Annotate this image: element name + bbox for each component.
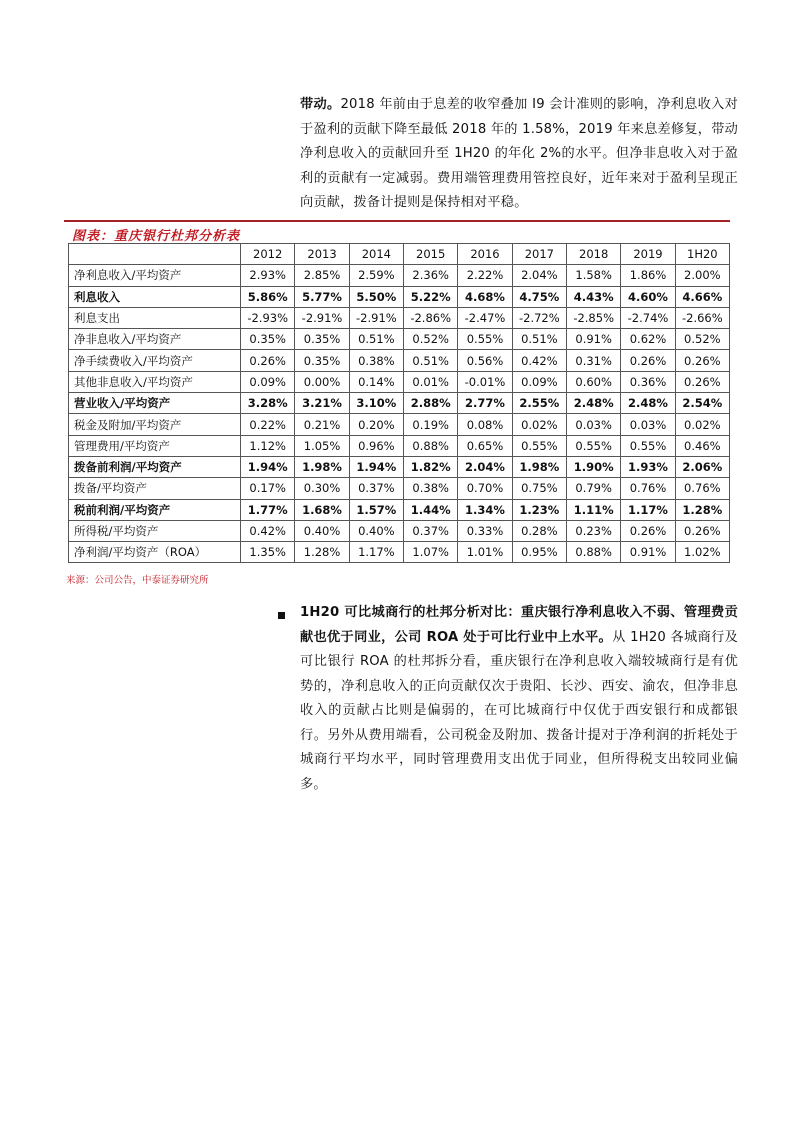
table-cell: 0.20%	[349, 414, 403, 435]
table-cell: 2.77%	[458, 393, 512, 414]
table-cell: 0.65%	[458, 435, 512, 456]
table-row	[69, 478, 730, 499]
table-cell: 1.01%	[458, 542, 512, 563]
table-cell: 1.28%	[295, 542, 349, 563]
table-cell: 0.26%	[675, 350, 729, 371]
table-cell: 0.95%	[512, 542, 566, 563]
table-cell: 0.08%	[458, 414, 512, 435]
row-label: 所得税/平均资产	[69, 520, 241, 541]
dupont-table	[68, 243, 730, 563]
table-cell: 0.35%	[295, 329, 349, 350]
table-cell: 1.86%	[621, 265, 675, 286]
figure-source: 来源：公司公告，中泰证券研究所	[66, 575, 209, 586]
table-cell: 0.03%	[621, 414, 675, 435]
table-cell: 0.30%	[295, 478, 349, 499]
table-cell: 0.75%	[512, 478, 566, 499]
table-row	[69, 542, 730, 563]
table-cell: 1.77%	[241, 499, 295, 520]
table-cell: 1.05%	[295, 435, 349, 456]
row-label: 利息支出	[69, 307, 241, 328]
intro-text: 2018 年前由于息差的收窄叠加 I9 会计准则的影响，净利息收入对于盈利的贡献下降至最低 2018 年的 1.58%，2019 年来息差修复，带动净利息收入的贡献回升至 1H20 的年化 2%的水平。但净非息收入对于盈利的贡献有一定减弱。费用端管理费用管控良好，近年来对于盈利呈现正向贡献，拨备计提则是保持相对平稳。	[300, 97, 739, 210]
table-cell: 0.55%	[458, 329, 512, 350]
table-cell: 0.26%	[675, 371, 729, 392]
intro-lead: 带动。	[300, 97, 341, 112]
table-cell: 0.96%	[349, 435, 403, 456]
table-cell: 0.52%	[404, 329, 458, 350]
row-label: 其他非息收入/平均资产	[69, 371, 241, 392]
table-cell: 1.28%	[675, 499, 729, 520]
table-cell: 0.38%	[404, 478, 458, 499]
table-cell: 5.86%	[241, 286, 295, 307]
table-cell: 1.68%	[295, 499, 349, 520]
analysis-text: 从 1H20 各城商行及可比银行 ROA 的杜邦拆分看，重庆银行在净利息收入端较城商行是有优势的，净利息收入的正向贡献仅次于贵阳、长沙、西安、渝农，但净非息收入的贡献占比则是偏弱的，在可比城商行中仅优于西安银行和成都银行。另外从费用端看，公司税金及附加、拨备计提对于净利润的折耗处于城商行平均水平，同时管理费用支出优于同业，但所得税支出较同业偏多。	[300, 629, 739, 792]
table-cell: 4.66%	[675, 286, 729, 307]
table-cell: 0.02%	[512, 414, 566, 435]
table-cell: 0.91%	[621, 542, 675, 563]
table-cell: 5.50%	[349, 286, 403, 307]
table-cell: -2.91%	[349, 307, 403, 328]
header-cell: 2013	[295, 244, 349, 265]
table-row	[69, 499, 730, 520]
table-cell: 0.26%	[621, 350, 675, 371]
table-cell: -0.01%	[458, 371, 512, 392]
row-label: 拨备/平均资产	[69, 478, 241, 499]
table-cell: 1.94%	[241, 456, 295, 477]
header-cell: 2018	[567, 244, 621, 265]
figure-title: 图表：重庆银行杜邦分析表	[72, 229, 241, 244]
table-cell: 0.42%	[241, 520, 295, 541]
row-label: 管理费用/平均资产	[69, 435, 241, 456]
table-cell: 0.26%	[675, 520, 729, 541]
table-cell: 0.55%	[567, 435, 621, 456]
table-row	[69, 350, 730, 371]
analysis-lead: 1H20 可比城商行的杜邦分析对比：重庆银行净利息收入不弱、管理费贡献也优于同业，公司 ROA 处于可比行业中上水平。	[300, 605, 738, 645]
table-cell: 1.17%	[349, 542, 403, 563]
table-cell: 0.55%	[621, 435, 675, 456]
row-label: 拨备前利润/平均资产	[69, 456, 241, 477]
table-row	[69, 265, 730, 286]
table-cell: 1.94%	[349, 456, 403, 477]
table-cell: 2.85%	[295, 265, 349, 286]
header-cell: 1H20	[675, 244, 729, 265]
table-cell: 3.21%	[295, 393, 349, 414]
table-cell: 0.38%	[349, 350, 403, 371]
row-label: 税金及附加/平均资产	[69, 414, 241, 435]
table-cell: 2.00%	[675, 265, 729, 286]
table-cell: 0.26%	[241, 350, 295, 371]
table-cell: 1.02%	[675, 542, 729, 563]
table-cell: -2.72%	[512, 307, 566, 328]
table-cell: 0.70%	[458, 478, 512, 499]
table-cell: 2.04%	[458, 456, 512, 477]
table-cell: 0.09%	[241, 371, 295, 392]
table-cell: 0.26%	[621, 520, 675, 541]
header-cell: 2012	[241, 244, 295, 265]
table-row	[69, 329, 730, 350]
table-cell: 0.91%	[567, 329, 621, 350]
bullet-square-icon	[278, 612, 285, 619]
table-cell: 0.79%	[567, 478, 621, 499]
table-cell: -2.66%	[675, 307, 729, 328]
table-cell: 0.51%	[404, 350, 458, 371]
table-cell: 0.14%	[349, 371, 403, 392]
row-label: 净非息收入/平均资产	[69, 329, 241, 350]
table-cell: 0.52%	[675, 329, 729, 350]
row-label: 净利息收入/平均资产	[69, 265, 241, 286]
table-cell: 1.90%	[567, 456, 621, 477]
table-row	[69, 414, 730, 435]
table-cell: 0.76%	[675, 478, 729, 499]
table-header-row	[69, 244, 730, 265]
analysis-paragraph	[300, 601, 738, 797]
row-label: 税前利润/平均资产	[69, 499, 241, 520]
table-cell: 2.36%	[404, 265, 458, 286]
row-label: 净利润/平均资产（ROA）	[69, 542, 241, 563]
table-cell: 2.48%	[621, 393, 675, 414]
table-cell: 5.22%	[404, 286, 458, 307]
header-cell: 2019	[621, 244, 675, 265]
table-cell: 1.98%	[295, 456, 349, 477]
table-cell: -2.74%	[621, 307, 675, 328]
table-cell: 2.59%	[349, 265, 403, 286]
table-row	[69, 435, 730, 456]
figure-title-bar	[64, 220, 730, 244]
table-cell: 1.07%	[404, 542, 458, 563]
table-cell: -2.91%	[295, 307, 349, 328]
header-cell: 2014	[349, 244, 403, 265]
table-cell: 0.35%	[241, 329, 295, 350]
header-cell: 2016	[458, 244, 512, 265]
header-cell: 2017	[512, 244, 566, 265]
table-row	[69, 371, 730, 392]
table-cell: 0.51%	[349, 329, 403, 350]
table-cell: -2.47%	[458, 307, 512, 328]
table-cell: 1.34%	[458, 499, 512, 520]
table-cell: 0.21%	[295, 414, 349, 435]
table-cell: 0.36%	[621, 371, 675, 392]
table-cell: 2.54%	[675, 393, 729, 414]
table-cell: 0.37%	[404, 520, 458, 541]
table-row	[69, 393, 730, 414]
table-cell: 2.04%	[512, 265, 566, 286]
table-row	[69, 456, 730, 477]
table-cell: 0.88%	[404, 435, 458, 456]
table-cell: 0.56%	[458, 350, 512, 371]
table-cell: -2.85%	[567, 307, 621, 328]
table-cell: 0.37%	[349, 478, 403, 499]
table-cell: 1.11%	[567, 499, 621, 520]
table-cell: 1.82%	[404, 456, 458, 477]
table-cell: 0.51%	[512, 329, 566, 350]
table-row	[69, 286, 730, 307]
table-cell: 1.17%	[621, 499, 675, 520]
table-cell: 2.93%	[241, 265, 295, 286]
table-cell: 0.02%	[675, 414, 729, 435]
table-row	[69, 307, 730, 328]
table-cell: 0.19%	[404, 414, 458, 435]
table-cell: 0.28%	[512, 520, 566, 541]
table-cell: 0.40%	[349, 520, 403, 541]
table-cell: 0.40%	[295, 520, 349, 541]
table-row	[69, 520, 730, 541]
intro-paragraph	[300, 93, 738, 216]
table-cell: 2.06%	[675, 456, 729, 477]
table-cell: 4.60%	[621, 286, 675, 307]
table-cell: 4.68%	[458, 286, 512, 307]
table-cell: 5.77%	[295, 286, 349, 307]
table-cell: 0.22%	[241, 414, 295, 435]
table-cell: 2.55%	[512, 393, 566, 414]
table-cell: 3.10%	[349, 393, 403, 414]
table-cell: 0.17%	[241, 478, 295, 499]
table-cell: 1.12%	[241, 435, 295, 456]
table-cell: 1.44%	[404, 499, 458, 520]
table-cell: 0.76%	[621, 478, 675, 499]
table-cell: 0.09%	[512, 371, 566, 392]
table-cell: 1.98%	[512, 456, 566, 477]
table-cell: 0.31%	[567, 350, 621, 371]
table-cell: 0.03%	[567, 414, 621, 435]
row-label: 营业收入/平均资产	[69, 393, 241, 414]
header-cell: 2015	[404, 244, 458, 265]
table-cell: 0.01%	[404, 371, 458, 392]
table-cell: 0.88%	[567, 542, 621, 563]
table-cell: 0.33%	[458, 520, 512, 541]
table-cell: 0.60%	[567, 371, 621, 392]
table-cell: -2.86%	[404, 307, 458, 328]
table-cell: 1.93%	[621, 456, 675, 477]
table-cell: 3.28%	[241, 393, 295, 414]
table-cell: 0.35%	[295, 350, 349, 371]
table-cell: 0.00%	[295, 371, 349, 392]
table-cell: 4.75%	[512, 286, 566, 307]
table-cell: 1.23%	[512, 499, 566, 520]
table-cell: 1.35%	[241, 542, 295, 563]
table-cell: 0.55%	[512, 435, 566, 456]
table-cell: 4.43%	[567, 286, 621, 307]
row-label: 利息收入	[69, 286, 241, 307]
table-cell: 2.22%	[458, 265, 512, 286]
table-cell: -2.93%	[241, 307, 295, 328]
table-cell: 0.62%	[621, 329, 675, 350]
table-cell: 2.88%	[404, 393, 458, 414]
header-cell	[69, 244, 241, 265]
table-cell: 1.57%	[349, 499, 403, 520]
table-cell: 1.58%	[567, 265, 621, 286]
table-cell: 0.46%	[675, 435, 729, 456]
row-label: 净手续费收入/平均资产	[69, 350, 241, 371]
table-cell: 0.42%	[512, 350, 566, 371]
table-cell: 0.23%	[567, 520, 621, 541]
table-cell: 2.48%	[567, 393, 621, 414]
